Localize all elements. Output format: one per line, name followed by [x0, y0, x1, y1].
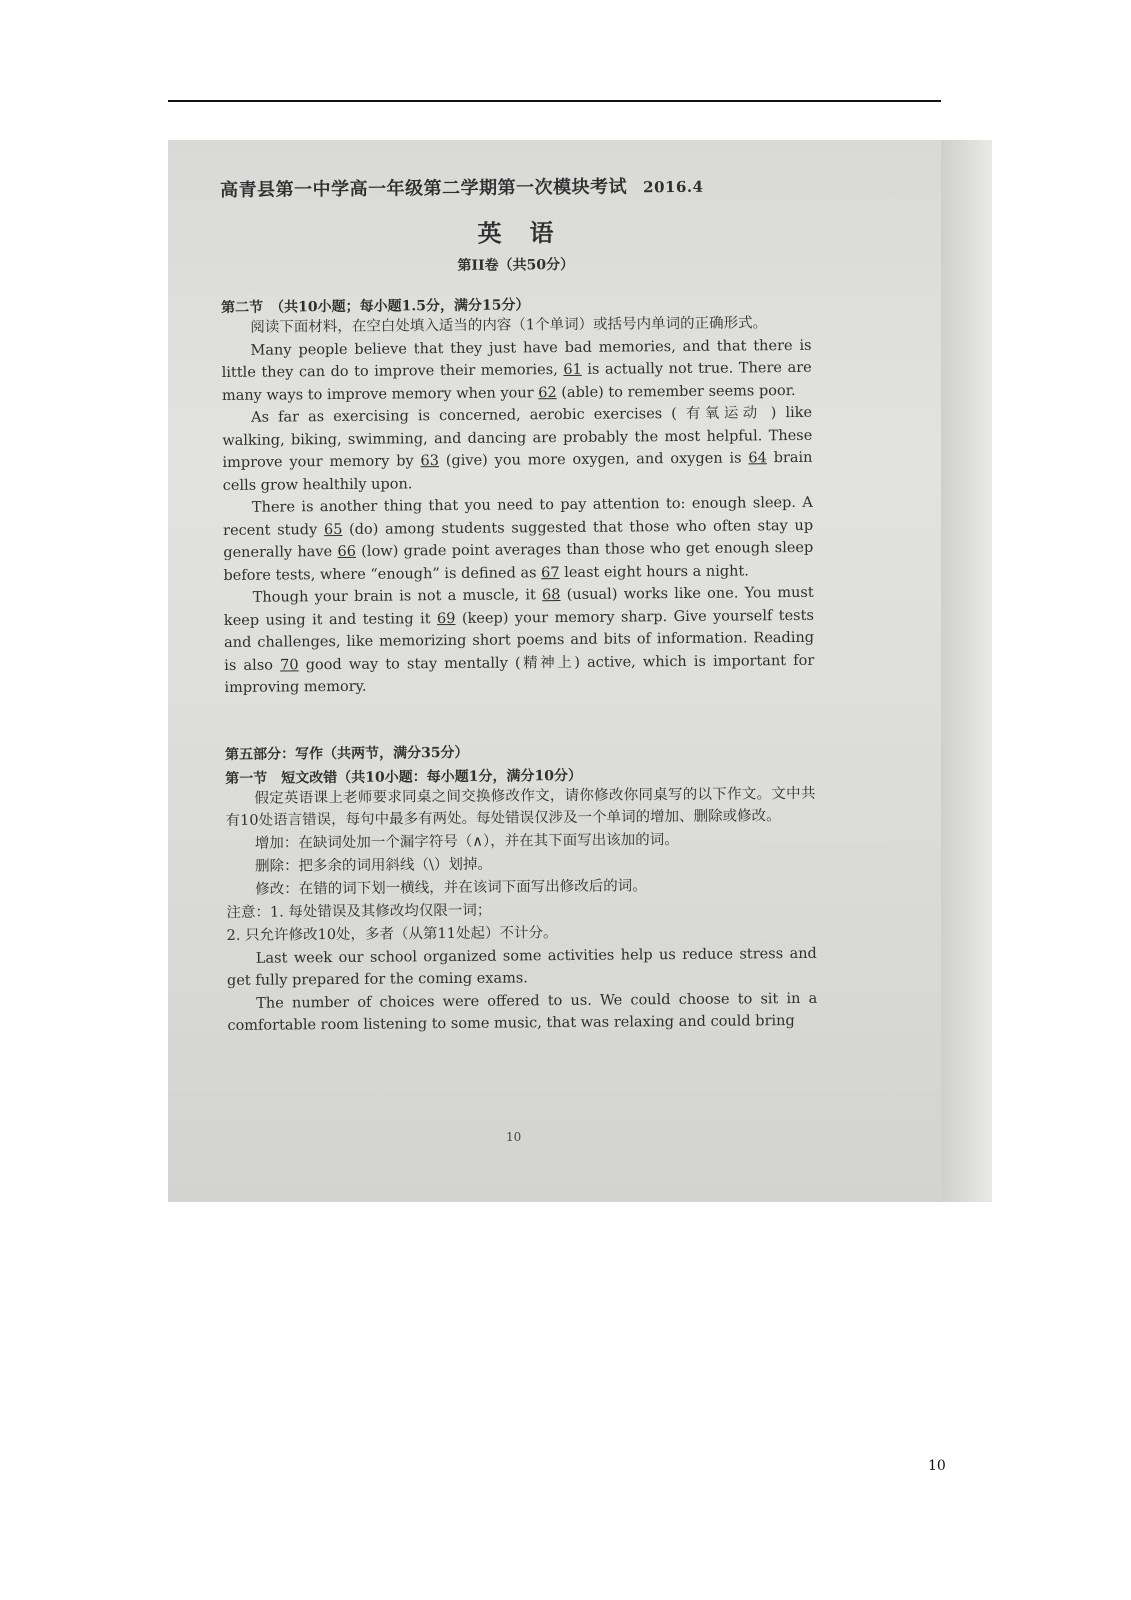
blank-64: 64	[748, 450, 767, 467]
passage-paragraph-2: As far as exercising is concerned, aerobic exercises ( 有氧运动 ) like walking, biking, swimming, and dancing are probably the most helpful. These improve your memory by 63 (give) you more oxygen, and oxygen is 64 brain cells grow healthily upon.	[222, 404, 813, 494]
note-1: 注意：1. 每处错误及其修改均仅限一词；	[226, 902, 492, 921]
exam-sheet	[220, 171, 817, 1038]
blank-68: 68	[541, 587, 561, 604]
section2-instruction: 阅读下面材料，在空白处填入适当的内容（1个单词）或括号内单词的正确形式。	[250, 315, 768, 336]
part5-instruction: 假定英语课上老师要求同桌之间交换修改作文，请你修改你同桌写的以下作文。文中共有10处语言错误，每句中最多有两处。每处错误仅涉及一个单词的增加、删除或修改。	[225, 785, 816, 829]
part5-subheading: 第一节 短文改错（共10小题：每小题1分，满分10分）	[225, 767, 583, 787]
blank-66: 66	[337, 543, 357, 560]
section2-heading: 第二节 （共10小题；每小题1.5分，满分15分）	[221, 297, 530, 316]
header-rule	[168, 100, 941, 102]
blank-70: 70	[280, 656, 299, 673]
rule-delete: 删除：把多余的词用斜线（\）划掉。	[254, 856, 492, 875]
volume-title: 第II卷（共50分）	[457, 256, 575, 274]
exam-title-text: 高青县第一中学高一年级第二学期第一次模块考试	[220, 176, 628, 201]
exam-page-photo	[168, 140, 992, 1202]
blank-62: 62	[538, 384, 557, 401]
part5-heading: 第五部分：写作（共两节，满分35分）	[224, 744, 469, 763]
subject-title: 英语	[477, 217, 582, 248]
page-number: 10	[928, 1458, 946, 1474]
essay-paragraph-2: The number of choices were offered to us. We could choose to sit in a comfortable room listening to some music, that was relaxing and could bring	[227, 990, 818, 1034]
passage-paragraph-4: Though your brain is not a muscle, it 68 (usual) works like one. You must keep using it and testing it 69 (keep) your memory sharp. Give yourself tests and challenges, like memorizing short poems and bits of information. Reading is also 70 good way to stay mentally (精神上) active, which is important for improving memory.	[223, 584, 815, 696]
exam-date: 2016.4	[643, 177, 704, 197]
rule-add: 增加：在缺词处加一个漏字符号（∧），并在其下面写出该加的词。	[254, 831, 679, 852]
blank-69: 69	[436, 610, 456, 627]
blank-65: 65	[323, 521, 343, 538]
blank-61: 61	[563, 361, 582, 379]
blank-63: 63	[420, 453, 440, 470]
photo-page-number: 10	[506, 1130, 522, 1144]
passage-paragraph-3: There is another thing that you need to pay attention to: enough sleep. A recent study 65 (do) among students suggested that those who often stay up generally have 66 (low) grade point averages than those who get enough sleep before tests, where “enough” is defined as 67 least eight hours a night.	[223, 494, 814, 584]
rule-modify: 修改：在错的词下划一横线，并在该词下面写出修改后的词。	[255, 877, 647, 898]
passage-paragraph-1: Many people believe that they just have bad memories, and that there is little they can do to improve their memories, 61 is actually not true. There are many ways to improve memory when your 62 (able) to remember seems poor.	[221, 337, 812, 404]
blank-67: 67	[541, 564, 560, 581]
essay-paragraph-1: Last week our school organized some activities help us reduce stress and get fully prepared for the coming exams.	[226, 945, 817, 989]
photo-page-edge	[941, 140, 992, 1202]
exam-title	[220, 171, 810, 202]
note-2: 2. 只允许修改10处，多者（从第11处起）不计分。	[226, 924, 558, 944]
